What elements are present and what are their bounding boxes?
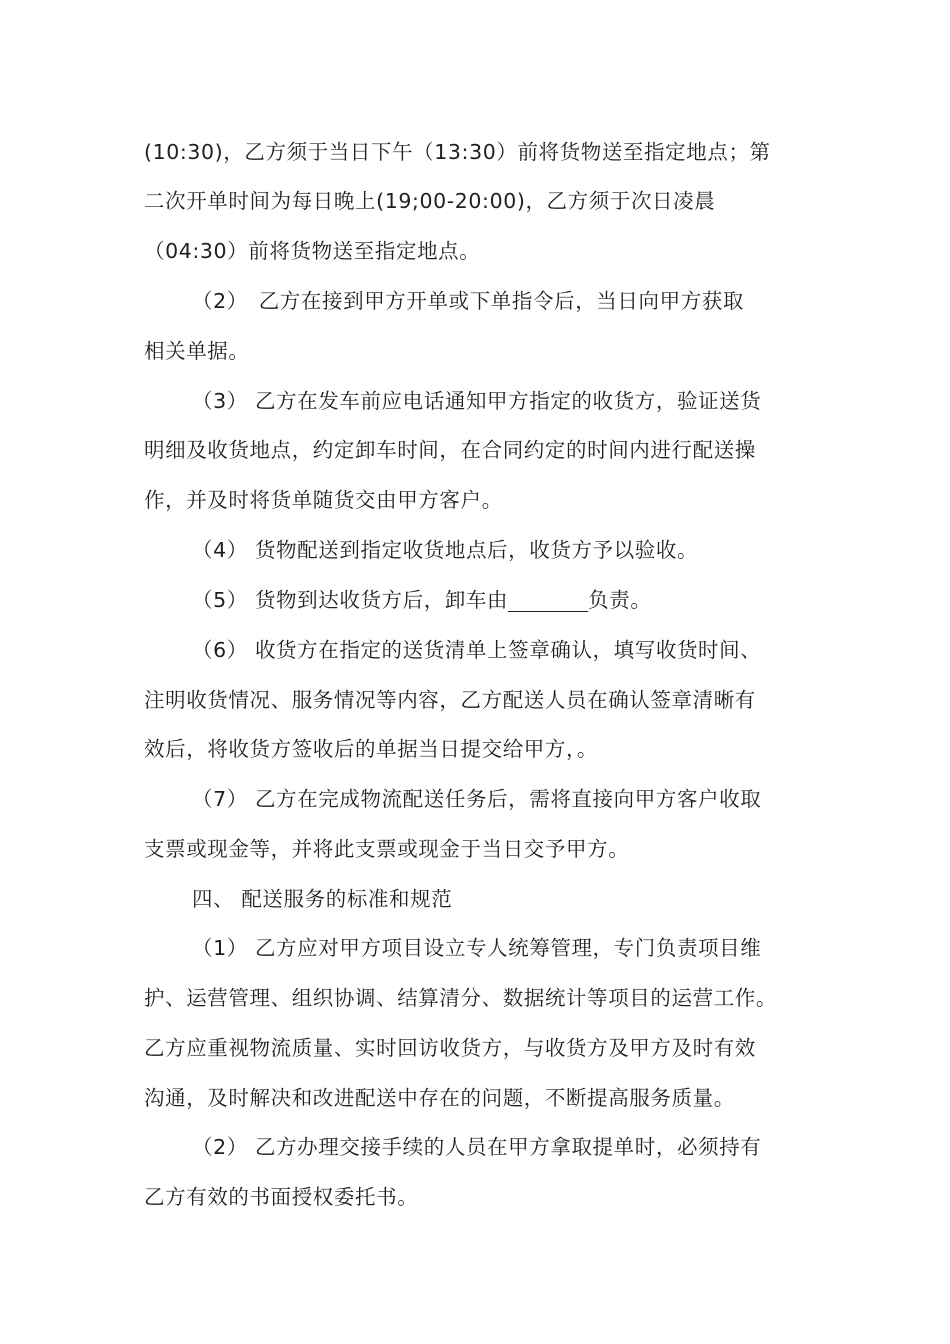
text-segment: （5） 货物到达收货方后，卸车由 <box>192 588 509 612</box>
text-line: 效后，将收货方签收后的单据当日提交给甲方，。 <box>144 737 598 761</box>
text-line: 沟通，及时解决和改进配送中存在的问题，不断提高服务质量。 <box>144 1086 735 1110</box>
text-line: （7） 乙方在完成物流配送任务后，需将直接向甲方客户收取 <box>192 787 762 811</box>
text-segment: 负责。 <box>588 588 652 612</box>
blank-fill-line <box>508 589 588 612</box>
text-line: 相关单据。 <box>144 339 250 363</box>
text-line-with-blank <box>192 585 651 615</box>
text-line: 二次开单时间为每日晚上(19;00-20:00)，乙方须于次日凌晨 <box>144 189 716 213</box>
text-line: (10:30)，乙方须于当日下午（13:30）前将货物送至指定地点；第 <box>144 140 771 164</box>
text-line: （4） 货物配送到指定收货地点后，收货方予以验收。 <box>192 538 699 562</box>
text-line: 护、运营管理、组织协调、结算清分、数据统计等项目的运营工作。 <box>144 986 777 1010</box>
text-line: 明细及收货地点，约定卸车时间，在合同约定的时间内进行配送操 <box>144 438 756 462</box>
text-line: 支票或现金等，并将此支票或现金于当日交予甲方。 <box>144 837 630 861</box>
text-line: （2） 乙方在接到甲方开单或下单指令后，当日向甲方获取 <box>192 289 744 313</box>
text-line: （2） 乙方办理交接手续的人员在甲方拿取提单时，必须持有 <box>192 1135 762 1159</box>
text-line: （1） 乙方应对甲方项目设立专人统筹管理，专门负责项目维 <box>192 936 762 960</box>
text-line: 乙方有效的书面授权委托书。 <box>144 1185 419 1209</box>
text-line: 注明收货情况、服务情况等内容，乙方配送人员在确认签章清晰有 <box>144 688 756 712</box>
text-line: 乙方应重视物流质量、实时回访收货方，与收货方及甲方及时有效 <box>144 1036 756 1060</box>
section-heading: 四、 配送服务的标准和规范 <box>192 887 453 911</box>
text-line: （6） 收货方在指定的送货清单上签章确认，填写收货时间、 <box>192 638 762 662</box>
text-line: （3） 乙方在发车前应电话通知甲方指定的收货方，验证送货 <box>192 389 762 413</box>
text-line: 作，并及时将货单随货交由甲方客户。 <box>144 488 503 512</box>
text-line: （04:30）前将货物送至指定地点。 <box>144 239 481 263</box>
